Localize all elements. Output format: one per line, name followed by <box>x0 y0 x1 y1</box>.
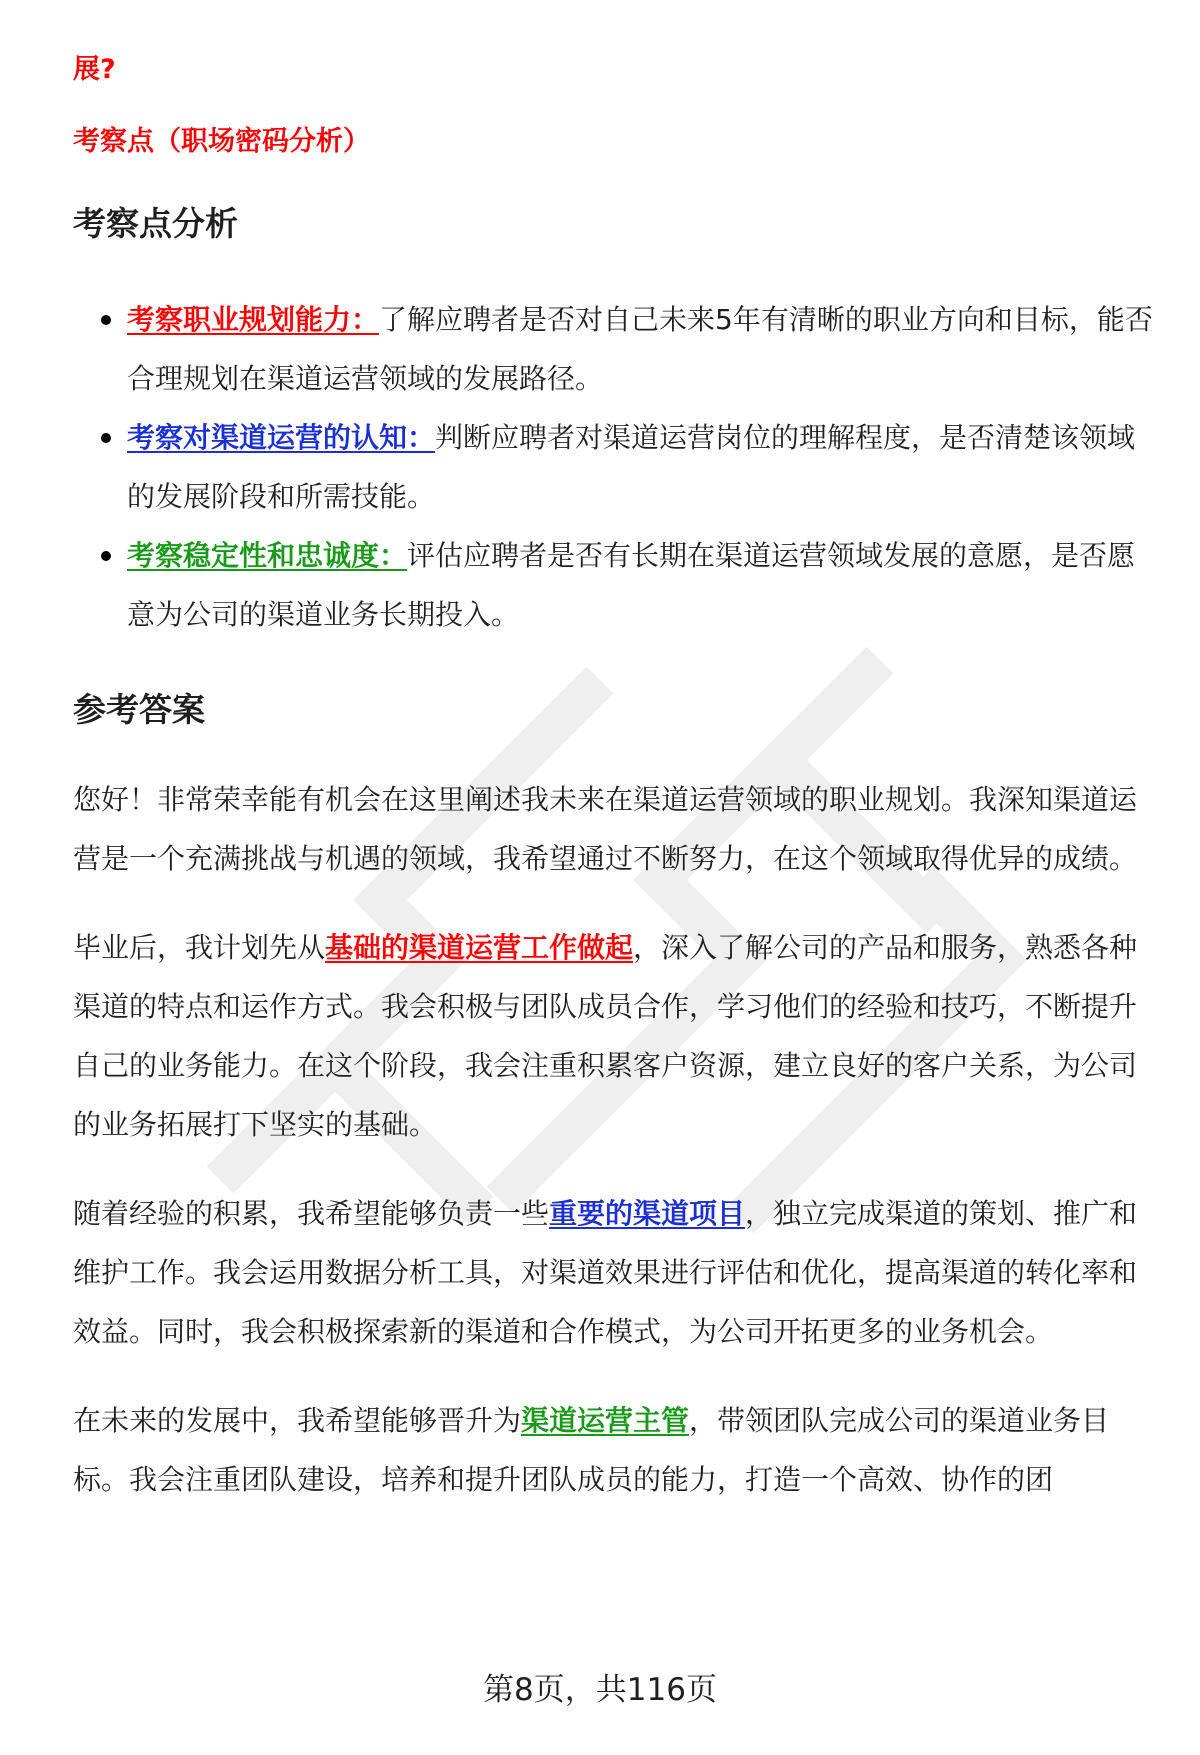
answer-paragraph-3 <box>73 1184 1153 1361</box>
paragraph-text: ，带领团队完成公司的渠道业务目标。我会注重团队建设，培养和提升团队成员的能力，打造一个高效、协作的团 <box>73 1404 1110 1496</box>
section-title-analysis: 考察点分析 <box>73 204 238 243</box>
bullet-text: 评估应聘者是否有长期在渠道运营领域发展的意愿，是否愿意为公司的渠道业务长期投入。 <box>127 539 1136 631</box>
paragraph-text: 随着经验的积累，我希望能够负责一些 <box>73 1197 550 1230</box>
bullet-item-channel-cognition <box>73 408 1153 526</box>
document-page <box>73 0 1153 1509</box>
paragraph-text: 在未来的发展中，我希望能够晋升为 <box>73 1404 522 1437</box>
paragraph-text: ，深入了解公司的产品和服务，熟悉各种渠道的特点和运作方式。我会积极与团队成员合作，学习他们的经验和技巧，不断提升自己的业务能力。在这个阶段，我会注重积累客户资源，建立良好的客户关系，为公司的业务拓展打下坚实的基础。 <box>73 931 1138 1141</box>
paragraph-text: 毕业后，我计划先从 <box>73 931 326 964</box>
continuation-text: 展? <box>73 54 116 85</box>
bullet-text: 判断应聘者对渠道运营岗位的理解程度，是否清楚该领域的发展阶段和所需技能。 <box>127 421 1136 513</box>
highlight-basic-work: 基础的渠道运营工作做起 <box>325 931 634 964</box>
page-number-footer: 第8页，共116页 <box>483 1672 717 1708</box>
bullet-item-stability-loyalty <box>73 526 1153 644</box>
answer-paragraph-1: 您好！非常荣幸能有机会在这里阐述我未来在渠道运营领域的职业规划。我深知渠道运营是一个充满挑战与机遇的领域，我希望通过不断努力，在这个领域取得优异的成绩。 <box>73 783 1138 875</box>
bullet-dot-icon <box>101 315 111 325</box>
bullet-label: 考察职业规划能力： <box>127 303 380 336</box>
analysis-bullet-list <box>73 290 1153 644</box>
bullet-item-career-planning <box>73 290 1153 408</box>
bullet-label: 考察对渠道运营的认知： <box>127 421 436 454</box>
answer-paragraph-4 <box>73 1391 1153 1509</box>
paragraph-text: ，独立完成渠道的策划、推广和维护工作。我会运用数据分析工具，对渠道效果进行评估和优化，提高渠道的转化率和效益。同时，我会积极探索新的渠道和合作模式，为公司开拓更多的业务机会。 <box>73 1197 1138 1348</box>
bullet-dot-icon <box>101 433 111 443</box>
answer-paragraph-2 <box>73 918 1153 1154</box>
bullet-text: 了解应聘者是否对自己未来5年有清晰的职业方向和目标，能否合理规划在渠道运营领域的发展路径。 <box>127 303 1153 395</box>
section-title-answer: 参考答案 <box>73 690 205 729</box>
highlight-supervisor: 渠道运营主管 <box>521 1404 690 1437</box>
bullet-dot-icon <box>101 551 111 561</box>
highlight-important-project: 重要的渠道项目 <box>549 1197 746 1230</box>
bullet-label: 考察稳定性和忠诚度： <box>127 539 408 572</box>
subheading-red: 考察点（职场密码分析） <box>73 126 370 157</box>
